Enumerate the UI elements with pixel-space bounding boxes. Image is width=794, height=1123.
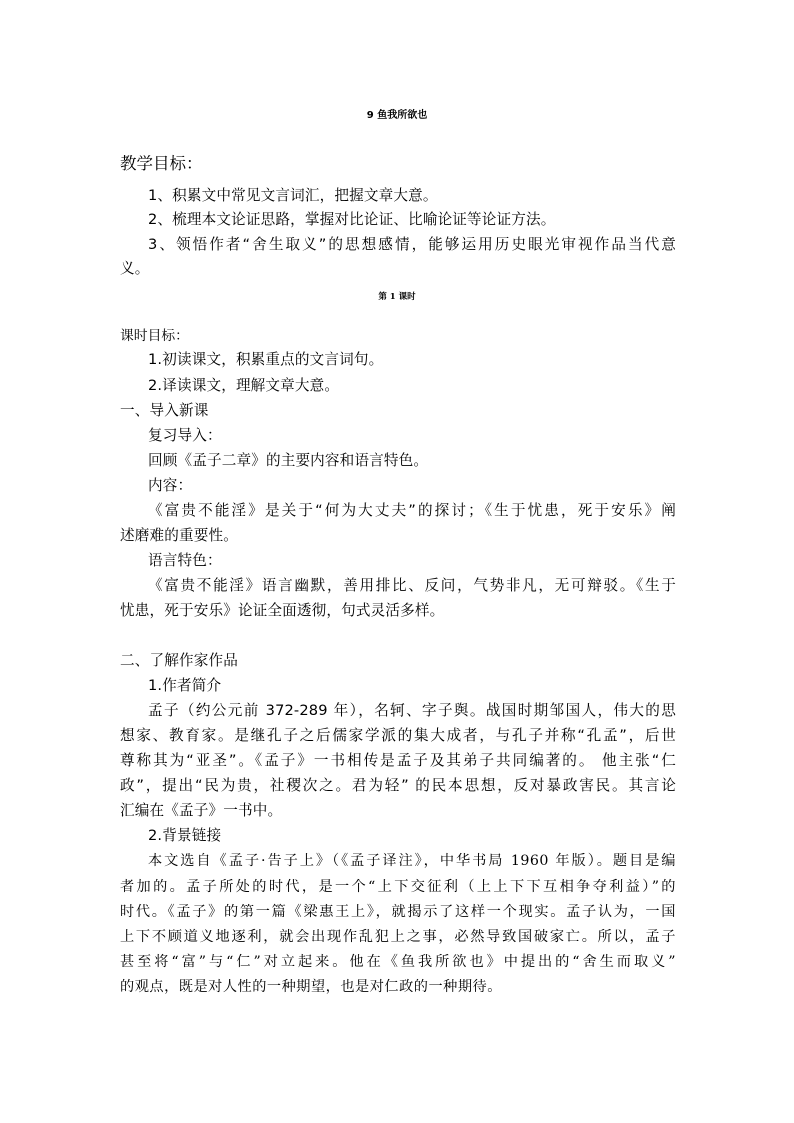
section-heading-author: 二、了解作家作品 [120, 652, 238, 669]
author-line: 汇编在《孟子》一书中。 [120, 802, 283, 819]
page-title: 9 鱼我所欲也 [366, 110, 428, 121]
background-label: 2.背景链接 [148, 827, 222, 844]
author-line: 想家、教育家。是继孔子之后儒家学派的集大成者，与孔子并称“孔孟”，后世 [120, 727, 676, 744]
background-line: 者加的。孟子所处的时代，是一个“上下交征利（上上下下互相争夺利益）”的 [120, 879, 676, 895]
content-label: 内容： [148, 477, 193, 494]
review-label: 复习导入： [148, 427, 222, 444]
author-line: 孟子（约公元前 372-289 年），名轲、字子舆。战国时期邹国人，伟大的思 [148, 702, 676, 719]
objective-item: 1.初读课文，积累重点的文言词句。 [148, 351, 384, 368]
background-line: 的观点，既是对人性的一种期望，也是对仁政的一种期待。 [120, 979, 502, 995]
objectives-label: 课时目标： [120, 328, 189, 344]
lesson-heading: 第 1 课时 [378, 292, 416, 302]
author-line: 尊称其为“亚圣”。《孟子》一书相传是孟子及其弟子共同编著的。 他主张“仁 [120, 752, 676, 769]
goal-item-continued: 义。 [120, 260, 150, 277]
goal-item: 3、领悟作者“舍生取义”的思想感情，能够运用历史眼光审视作品当代意 [148, 236, 676, 253]
content-line: 述磨难的重要性。 [120, 527, 238, 544]
language-line: 忧患，死于安乐》论证全面透彻，句式灵活多样。 [120, 602, 445, 619]
author-line: 政”，提出“民为贵，社稷次之。君为轻” 的民本思想，反对暴政害民。其言论 [120, 777, 676, 794]
language-label: 语言特色： [148, 552, 222, 569]
objective-item: 2.译读课文，理解文章大意。 [148, 377, 340, 394]
goals-heading: 教学目标： [120, 154, 203, 173]
background-line: 时代。《孟子》的第一篇《梁惠王上》，就揭示了这样一个现实。孟子认为，一国 [120, 904, 676, 920]
author-label: 1.作者简介 [148, 677, 222, 694]
background-line: 本文选自《孟子·告子上》（《孟子译注》，中华书局 1960 年版）。题目是编 [148, 853, 676, 869]
section-heading-intro: 一、导入新课 [120, 402, 209, 419]
goal-item: 1、积累文中常见文言词汇，把握文章大意。 [148, 187, 438, 204]
review-text: 回顾《孟子二章》的主要内容和语言特色。 [148, 452, 429, 469]
background-line: 上下不顾道义地逐利，就会出现作乱犯上之事，必然导致国破家亡。所以，孟子 [120, 929, 676, 945]
language-line: 《富贵不能淫》语言幽默，善用排比、反问，气势非凡，无可辩驳。《生于 [148, 577, 676, 594]
goal-item: 2、梳理本文论证思路，掌握对比论证、比喻论证等论证方法。 [148, 211, 556, 228]
content-line: 《富贵不能淫》是关于“何为大丈夫”的探讨；《生于忧患，死于安乐》阐 [148, 502, 676, 519]
background-line: 甚至将“富”与“仁”对立起来。他在《鱼我所欲也》中提出的“舍生而取义” [120, 954, 676, 970]
